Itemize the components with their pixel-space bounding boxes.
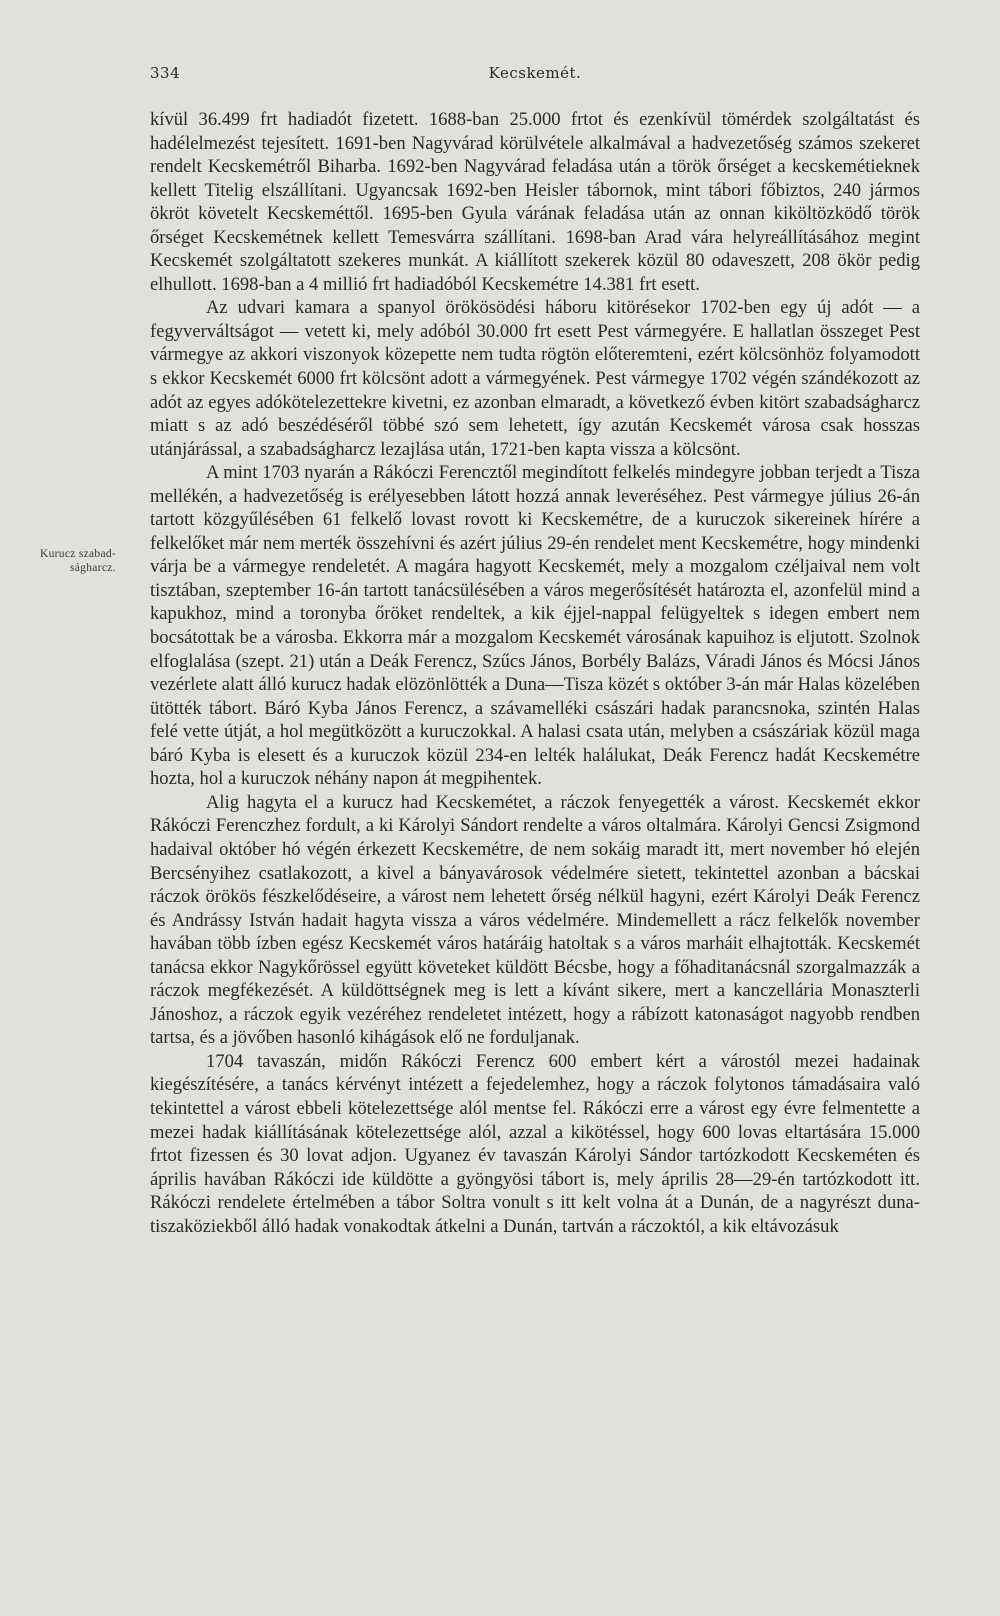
paragraph: 1704 tavaszán, midőn Rákóczi Ferencz 600 embert kért a várostól mezei hadainak kiegészítésére, a tanács kérvényt intézett a fejedelemhez, hogy a ráczok folytonos támadásaira való tekintettel a várost ebbeli kötelezettsége alól mentse fel. Rákóczi erre a várost egy évre felmentette a mezei hadak kiállításának kötelezettsége alól, azzal a kikötéssel, hogy 600 lovas eltartására 15.000 frtot fizessen és 30 lovat adjon. Ugyanez év tavaszán Károlyi Sándor tartózkodott Kecskeméten és április havában Rákóczi ide küldötte a gyöngyösi tábort is, mely április 28—29-én tartózkodott itt. Rákóczi rendelete értelmében a tábor Soltra vonult s itt kelt volna át a Dunán, de a nagyrészt duna-tiszaköziekből álló hadak vonakodtak átkelni a Dunán, tartván a ráczoktól, a kik eltávozásuk [150, 1050, 920, 1237]
margin-note-line: ságharcz. [70, 562, 116, 574]
paragraph: A mint 1703 nyarán a Rákóczi Ferencztől megindított felkelés mindegyre jobban terjedt a Tisza mellékén, a hadvezetőség is erélyesebben látott hozzá annak leveréséhez. Pest vármegye július 26-án tartott közgyűlésében 61 felkelő lovast rovott ki Kecskemétre, de a kuruczok sikereinek hírére a felkelőket már nem merték összehívni és azért július 29-én rendelet ment Kecskemétre, hogy mindenki várja be a vármegye rendeletét. A magára hagyott Kecskemét, mely a mozgalom czéljaival nem volt tisztában, szeptember 16-án tartott tanácsülésében a város megerősítését határozta el, azonfelül mind a kapukhoz, mind a toronyba őröket rendeltek, a kik éjjel-nappal felügyeltek s idegen embert nem bocsátottak be a városba. Ekkorra már a mozgalom Kecskemét városának kapuihoz is eljutott. Szolnok elfoglalása (szept. 21) után a Deák Ferencz, Szűcs János, Borbély Balázs, Váradi János és Mócsi János vezérlete alatt álló kurucz hadak elözönlötték a Duna—Tisza közét s október 3-án már Halas közelében ütötték tábort. Báró Kyba János Ferencz, a szávamelléki császári hadak parancsnoka, szintén Halas felé vette útját, a hol megütközött a kuruczokkal. A halasi csata után, melyben a császáriak közül maga báró Kyba is elesett és a kuruczok közül 234-en lelték halálukat, Deák Ferencz hadát Kecskemétre hozta, hol a kuruczok néhány napon át megpihentek. [150, 462, 920, 790]
body-text [150, 108, 920, 1238]
paragraph: Az udvari kamara a spanyol örökösödési háboru kitörésekor 1702-ben egy új adót — a fegyverváltságot — vetett ki, mely adóból 30.000 frt esett Pest vármegyére. E hallatlan összeget Pest vármegye az akkori viszonyok közepette nem tudta rögtön előteremteni, ezért kölcsönhöz folyamodott s ekkor Kecskemét 6000 frt kölcsönt adott a vármegyének. Pest vármegye 1702 végén szándékozott az adót az egyes adókötelezettekre kivetni, ez azonban elmaradt, a következő évben kitört szabadságharcz miatt s az adó beszédéséről többé szó sem lehetett, így azután Kecskemét városa csak hosszas utánjárással, a szabadságharcz lezajlása után, 1721-ben kapta vissza a kölcsönt. [150, 297, 920, 460]
margin-note-line: Kurucz szabad- [40, 548, 117, 560]
page-number: 334 [150, 64, 181, 82]
margin-note [40, 547, 152, 575]
running-head: Kecskemét. [488, 64, 582, 82]
paragraph: Alig hagyta el a kurucz had Kecskemétet, a ráczok fenyegették a várost. Kecskemét ekkor Rákóczi Ferenczhez fordult, a ki Károlyi Sándort rendelte a város oltalmára. Károlyi Gencsi Zsigmond hadaival október hó végén érkezett Kecskemétre, de nem sokáig maradt itt, mert november hó elején Bercsényihez csatlakozott, a kivel a bányavárosok védelmére sietett, tekintettel azonban a bácskai ráczok örökös fészkelődéseire, a várost nem lehetett őrség nélkül hagyni, ezért Károlyi Deák Ferencz és Andrássy István hadait hagyta vissza a város védelmére. Mindemellett a rácz felkelők november havában több ízben egész Kecskemét város határáig hatoltak s a város marháit elhajtották. Kecskemét tanácsa ekkor Nagykőrössel együtt követeket küldött Bécsbe, hogy a főhaditanácsnál szorgalmazzák a ráczok megfékezését. A küldöttségnek meg is lett a kívánt sikere, mert a kanczellária Monaszterli Jánoshoz, a ráczok egyik vezéréhez rendeletet intézett, hogy a rábízott katonaságot nagyobb rendben tartsa, és a jövőben hasonló kihágások elő ne forduljanak. [150, 791, 920, 1049]
paragraph: kívül 36.499 frt hadiadót fizetett. 1688-ban 25.000 frtot és ezenkívül tömérdek szolgáltatást és hadélelmezést tejesített. 1691-ben Nagyvárad körülvétele alkalmával a hadvezetőség számos szekeret rendelt Kecskemétről Biharba. 1692-ben Nagyvárad feladása után a török őrséget a kecskemétieknek kellett Titelig elszállítani. Ugyancsak 1692-ben Heisler tábornok, mint tábori főbiztos, 240 jármos ökröt követelt Kecskeméttől. 1695-ben Gyula várának feladása után az onnan kiköltözködő török őrséget Kecskemétnek kellett Temesvárra szállítani. 1698-ban Arad vára helyreállításához megint Kecskemét szolgáltatott szekeres munkát. A kiállított szekerek közül 80 odaveszett, 208 ökör pedig elhullott. 1698-ban a 4 millió frt hadiadóból Kecskemétre 14.381 frt esett. [150, 109, 920, 295]
